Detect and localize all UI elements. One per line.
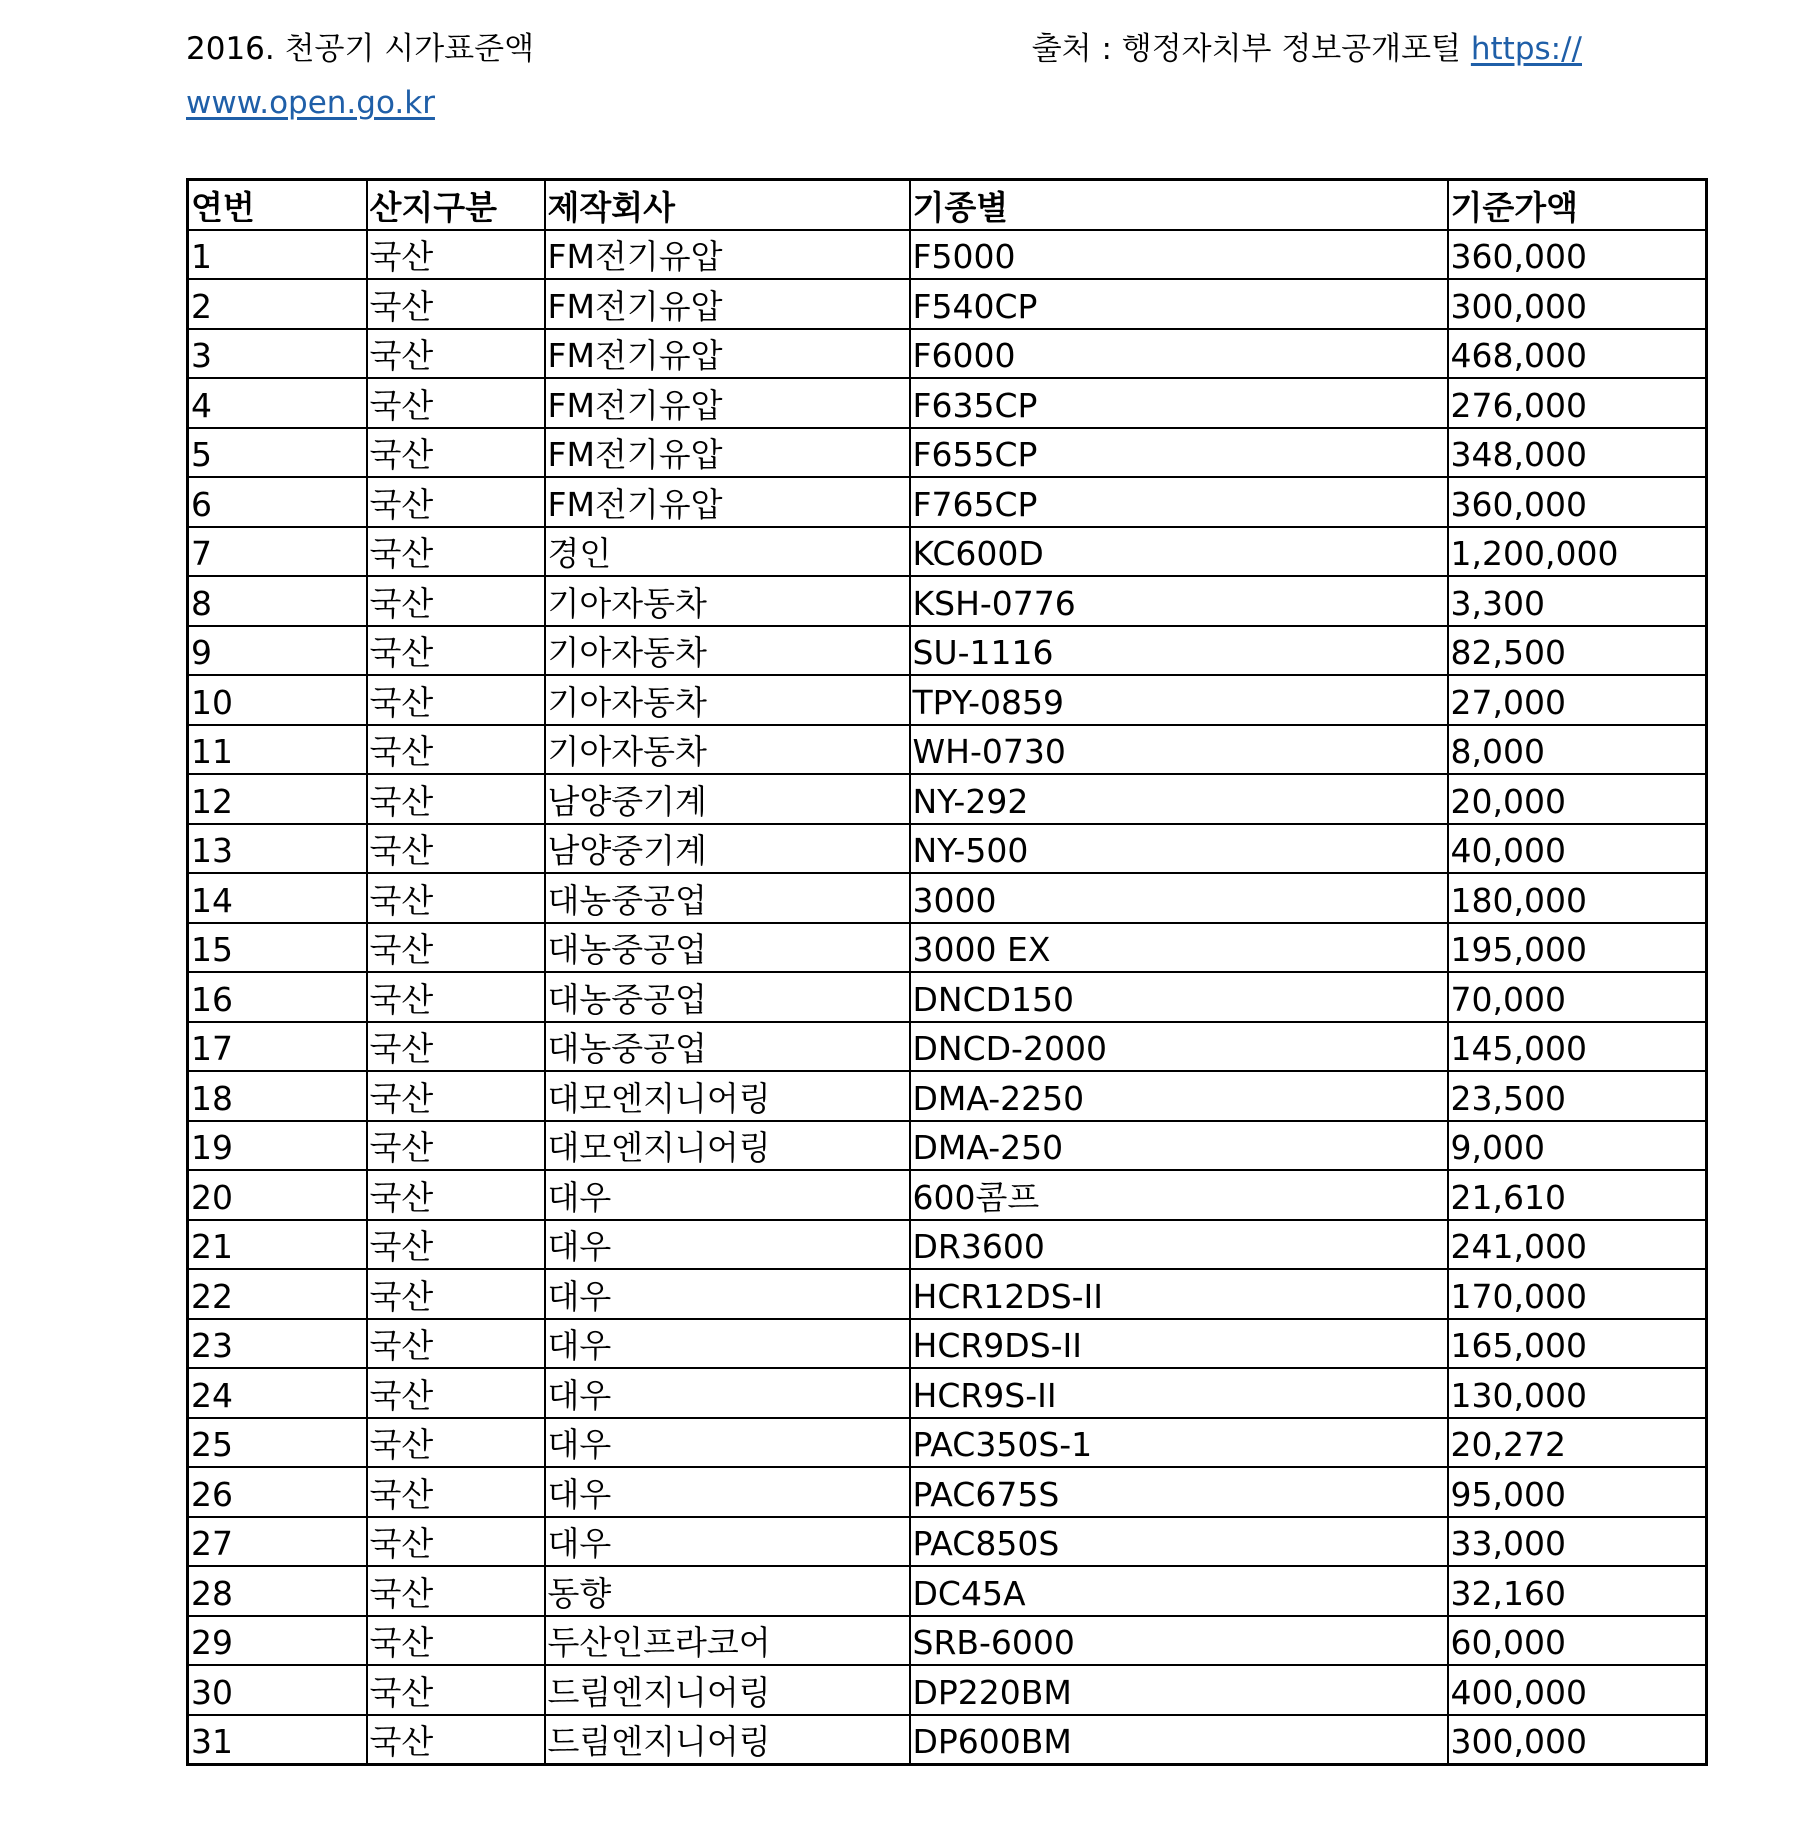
cell-serial: 22 xyxy=(188,1269,367,1319)
table-row xyxy=(188,873,1707,923)
cell-base-price: 180,000 xyxy=(1448,873,1707,923)
cell-base-price: 241,000 xyxy=(1448,1220,1707,1270)
table-row xyxy=(188,972,1707,1022)
cell-base-price: 95,000 xyxy=(1448,1467,1707,1517)
cell-manufacturer: 대농중공업 xyxy=(545,1022,910,1072)
table-row xyxy=(188,1715,1707,1765)
cell-model: F540CP xyxy=(910,279,1448,329)
cell-model: HCR9DS-II xyxy=(910,1319,1448,1369)
table-row xyxy=(188,428,1707,478)
cell-manufacturer: 기아자동차 xyxy=(545,626,910,676)
cell-manufacturer: 대모엔지니어링 xyxy=(545,1121,910,1171)
cell-serial: 25 xyxy=(188,1418,367,1468)
table-row xyxy=(188,527,1707,577)
table-row xyxy=(188,378,1707,428)
cell-base-price: 20,272 xyxy=(1448,1418,1707,1468)
cell-origin: 국산 xyxy=(367,824,545,874)
cell-manufacturer: 남양중기계 xyxy=(545,824,910,874)
cell-base-price: 32,160 xyxy=(1448,1566,1707,1616)
cell-serial: 27 xyxy=(188,1517,367,1567)
cell-origin: 국산 xyxy=(367,1368,545,1418)
table-row xyxy=(188,1269,1707,1319)
table-row xyxy=(188,1319,1707,1369)
cell-serial: 18 xyxy=(188,1071,367,1121)
cell-model: DMA-2250 xyxy=(910,1071,1448,1121)
cell-origin: 국산 xyxy=(367,1467,545,1517)
table-row xyxy=(188,1616,1707,1666)
cell-model: TPY-0859 xyxy=(910,675,1448,725)
cell-origin: 국산 xyxy=(367,1071,545,1121)
table-row xyxy=(188,1368,1707,1418)
cell-serial: 19 xyxy=(188,1121,367,1171)
source-link-continued[interactable]: www.open.go.kr xyxy=(186,85,435,121)
cell-base-price: 130,000 xyxy=(1448,1368,1707,1418)
cell-model: NY-292 xyxy=(910,774,1448,824)
cell-model: 600콤프 xyxy=(910,1170,1448,1220)
cell-origin: 국산 xyxy=(367,1121,545,1171)
cell-manufacturer: FM전기유압 xyxy=(545,378,910,428)
column-header-serial: 연번 xyxy=(188,180,367,230)
cell-origin: 국산 xyxy=(367,774,545,824)
cell-origin: 국산 xyxy=(367,1616,545,1666)
cell-base-price: 1,200,000 xyxy=(1448,527,1707,577)
cell-manufacturer: 대우 xyxy=(545,1517,910,1567)
cell-model: DMA-250 xyxy=(910,1121,1448,1171)
cell-manufacturer: FM전기유압 xyxy=(545,477,910,527)
table-row xyxy=(188,1566,1707,1616)
cell-base-price: 33,000 xyxy=(1448,1517,1707,1567)
cell-model: F5000 xyxy=(910,230,1448,280)
table-row xyxy=(188,1665,1707,1715)
cell-model: F6000 xyxy=(910,329,1448,379)
cell-manufacturer: 대우 xyxy=(545,1170,910,1220)
cell-origin: 국산 xyxy=(367,725,545,775)
cell-base-price: 195,000 xyxy=(1448,923,1707,973)
cell-base-price: 9,000 xyxy=(1448,1121,1707,1171)
cell-serial: 1 xyxy=(188,230,367,280)
cell-base-price: 40,000 xyxy=(1448,824,1707,874)
cell-base-price: 8,000 xyxy=(1448,725,1707,775)
cell-origin: 국산 xyxy=(367,873,545,923)
cell-base-price: 468,000 xyxy=(1448,329,1707,379)
cell-model: SU-1116 xyxy=(910,626,1448,676)
cell-serial: 30 xyxy=(188,1665,367,1715)
table-row xyxy=(188,329,1707,379)
cell-model: HCR12DS-II xyxy=(910,1269,1448,1319)
cell-model: PAC675S xyxy=(910,1467,1448,1517)
cell-base-price: 165,000 xyxy=(1448,1319,1707,1369)
cell-manufacturer: 대농중공업 xyxy=(545,873,910,923)
price-table-container xyxy=(186,178,1708,1766)
cell-serial: 8 xyxy=(188,576,367,626)
cell-model: DP220BM xyxy=(910,1665,1448,1715)
cell-manufacturer: 대농중공업 xyxy=(545,972,910,1022)
cell-model: NY-500 xyxy=(910,824,1448,874)
cell-origin: 국산 xyxy=(367,1022,545,1072)
cell-serial: 9 xyxy=(188,626,367,676)
cell-manufacturer: 드림엔지니어링 xyxy=(545,1715,910,1765)
source-link[interactable]: https:// xyxy=(1470,31,1582,67)
cell-manufacturer: 동향 xyxy=(545,1566,910,1616)
cell-base-price: 3,300 xyxy=(1448,576,1707,626)
cell-origin: 국산 xyxy=(367,576,545,626)
cell-serial: 29 xyxy=(188,1616,367,1666)
cell-manufacturer: 기아자동차 xyxy=(545,725,910,775)
cell-manufacturer: 대우 xyxy=(545,1368,910,1418)
cell-serial: 5 xyxy=(188,428,367,478)
cell-model: KC600D xyxy=(910,527,1448,577)
price-table xyxy=(186,178,1708,1766)
cell-origin: 국산 xyxy=(367,972,545,1022)
table-row xyxy=(188,725,1707,775)
cell-origin: 국산 xyxy=(367,527,545,577)
cell-manufacturer: 대우 xyxy=(545,1220,910,1270)
cell-origin: 국산 xyxy=(367,1715,545,1765)
cell-serial: 6 xyxy=(188,477,367,527)
cell-base-price: 21,610 xyxy=(1448,1170,1707,1220)
cell-serial: 4 xyxy=(188,378,367,428)
cell-serial: 13 xyxy=(188,824,367,874)
cell-model: HCR9S-II xyxy=(910,1368,1448,1418)
cell-base-price: 170,000 xyxy=(1448,1269,1707,1319)
cell-model: DNCD150 xyxy=(910,972,1448,1022)
cell-manufacturer: 경인 xyxy=(545,527,910,577)
cell-model: F765CP xyxy=(910,477,1448,527)
cell-model: SRB-6000 xyxy=(910,1616,1448,1666)
cell-model: F655CP xyxy=(910,428,1448,478)
cell-manufacturer: 대우 xyxy=(545,1418,910,1468)
cell-base-price: 276,000 xyxy=(1448,378,1707,428)
header-row xyxy=(186,22,1626,76)
cell-base-price: 82,500 xyxy=(1448,626,1707,676)
column-header-manufacturer: 제작회사 xyxy=(545,180,910,230)
cell-origin: 국산 xyxy=(367,279,545,329)
cell-base-price: 360,000 xyxy=(1448,477,1707,527)
cell-manufacturer: 남양중기계 xyxy=(545,774,910,824)
cell-model: DP600BM xyxy=(910,1715,1448,1765)
cell-model: F635CP xyxy=(910,378,1448,428)
table-row xyxy=(188,824,1707,874)
table-row xyxy=(188,230,1707,280)
cell-manufacturer: 대우 xyxy=(545,1269,910,1319)
cell-serial: 21 xyxy=(188,1220,367,1270)
cell-origin: 국산 xyxy=(367,1517,545,1567)
table-row xyxy=(188,576,1707,626)
cell-serial: 14 xyxy=(188,873,367,923)
column-header-base-price: 기준가액 xyxy=(1448,180,1707,230)
cell-serial: 12 xyxy=(188,774,367,824)
cell-serial: 7 xyxy=(188,527,367,577)
cell-manufacturer: FM전기유압 xyxy=(545,230,910,280)
cell-manufacturer: FM전기유압 xyxy=(545,279,910,329)
cell-manufacturer: 기아자동차 xyxy=(545,576,910,626)
table-row xyxy=(188,923,1707,973)
cell-serial: 23 xyxy=(188,1319,367,1369)
document-header xyxy=(186,22,1626,130)
cell-base-price: 60,000 xyxy=(1448,1616,1707,1666)
table-row xyxy=(188,477,1707,527)
cell-base-price: 300,000 xyxy=(1448,1715,1707,1765)
table-row xyxy=(188,1170,1707,1220)
table-row xyxy=(188,774,1707,824)
cell-base-price: 145,000 xyxy=(1448,1022,1707,1072)
cell-serial: 31 xyxy=(188,1715,367,1765)
column-header-origin: 산지구분 xyxy=(367,180,545,230)
source-label: 출처 : 행정자치부 정보공개포털 xyxy=(1031,31,1471,67)
cell-model: DNCD-2000 xyxy=(910,1022,1448,1072)
cell-origin: 국산 xyxy=(367,230,545,280)
cell-base-price: 360,000 xyxy=(1448,230,1707,280)
cell-origin: 국산 xyxy=(367,1220,545,1270)
cell-model: WH-0730 xyxy=(910,725,1448,775)
cell-manufacturer: 대우 xyxy=(545,1467,910,1517)
cell-origin: 국산 xyxy=(367,428,545,478)
cell-manufacturer: 기아자동차 xyxy=(545,675,910,725)
table-row xyxy=(188,1517,1707,1567)
cell-serial: 2 xyxy=(188,279,367,329)
cell-model: PAC850S xyxy=(910,1517,1448,1567)
cell-manufacturer: 드림엔지니어링 xyxy=(545,1665,910,1715)
cell-model: PAC350S-1 xyxy=(910,1418,1448,1468)
cell-origin: 국산 xyxy=(367,378,545,428)
source-citation xyxy=(1032,22,1626,76)
cell-manufacturer: FM전기유압 xyxy=(545,428,910,478)
table-row xyxy=(188,1071,1707,1121)
cell-model: KSH-0776 xyxy=(910,576,1448,626)
cell-base-price: 300,000 xyxy=(1448,279,1707,329)
cell-serial: 26 xyxy=(188,1467,367,1517)
cell-serial: 11 xyxy=(188,725,367,775)
cell-base-price: 70,000 xyxy=(1448,972,1707,1022)
cell-serial: 15 xyxy=(188,923,367,973)
cell-origin: 국산 xyxy=(367,675,545,725)
table-row xyxy=(188,1467,1707,1517)
table-header-row xyxy=(188,180,1707,230)
cell-manufacturer: FM전기유압 xyxy=(545,329,910,379)
cell-origin: 국산 xyxy=(367,1269,545,1319)
cell-base-price: 27,000 xyxy=(1448,675,1707,725)
table-row xyxy=(188,279,1707,329)
table-row xyxy=(188,626,1707,676)
cell-base-price: 20,000 xyxy=(1448,774,1707,824)
table-body xyxy=(188,230,1707,1765)
cell-manufacturer: 대우 xyxy=(545,1319,910,1369)
cell-serial: 24 xyxy=(188,1368,367,1418)
cell-origin: 국산 xyxy=(367,329,545,379)
table-row xyxy=(188,1220,1707,1270)
cell-origin: 국산 xyxy=(367,626,545,676)
cell-model: 3000 xyxy=(910,873,1448,923)
cell-origin: 국산 xyxy=(367,1319,545,1369)
cell-manufacturer: 대모엔지니어링 xyxy=(545,1071,910,1121)
document-title: 2016. 천공기 시가표준액 xyxy=(186,31,535,67)
cell-model: 3000 EX xyxy=(910,923,1448,973)
cell-origin: 국산 xyxy=(367,1170,545,1220)
table-row xyxy=(188,675,1707,725)
cell-model: DC45A xyxy=(910,1566,1448,1616)
cell-serial: 17 xyxy=(188,1022,367,1072)
cell-origin: 국산 xyxy=(367,923,545,973)
cell-origin: 국산 xyxy=(367,1665,545,1715)
cell-base-price: 400,000 xyxy=(1448,1665,1707,1715)
cell-base-price: 348,000 xyxy=(1448,428,1707,478)
cell-origin: 국산 xyxy=(367,1566,545,1616)
table-row xyxy=(188,1022,1707,1072)
table-row xyxy=(188,1121,1707,1171)
cell-manufacturer: 대농중공업 xyxy=(545,923,910,973)
cell-serial: 10 xyxy=(188,675,367,725)
cell-manufacturer: 두산인프라코어 xyxy=(545,1616,910,1666)
column-header-model: 기종별 xyxy=(910,180,1448,230)
cell-serial: 3 xyxy=(188,329,367,379)
cell-base-price: 23,500 xyxy=(1448,1071,1707,1121)
cell-origin: 국산 xyxy=(367,1418,545,1468)
cell-serial: 28 xyxy=(188,1566,367,1616)
cell-serial: 16 xyxy=(188,972,367,1022)
cell-origin: 국산 xyxy=(367,477,545,527)
cell-model: DR3600 xyxy=(910,1220,1448,1270)
table-row xyxy=(188,1418,1707,1468)
cell-serial: 20 xyxy=(188,1170,367,1220)
